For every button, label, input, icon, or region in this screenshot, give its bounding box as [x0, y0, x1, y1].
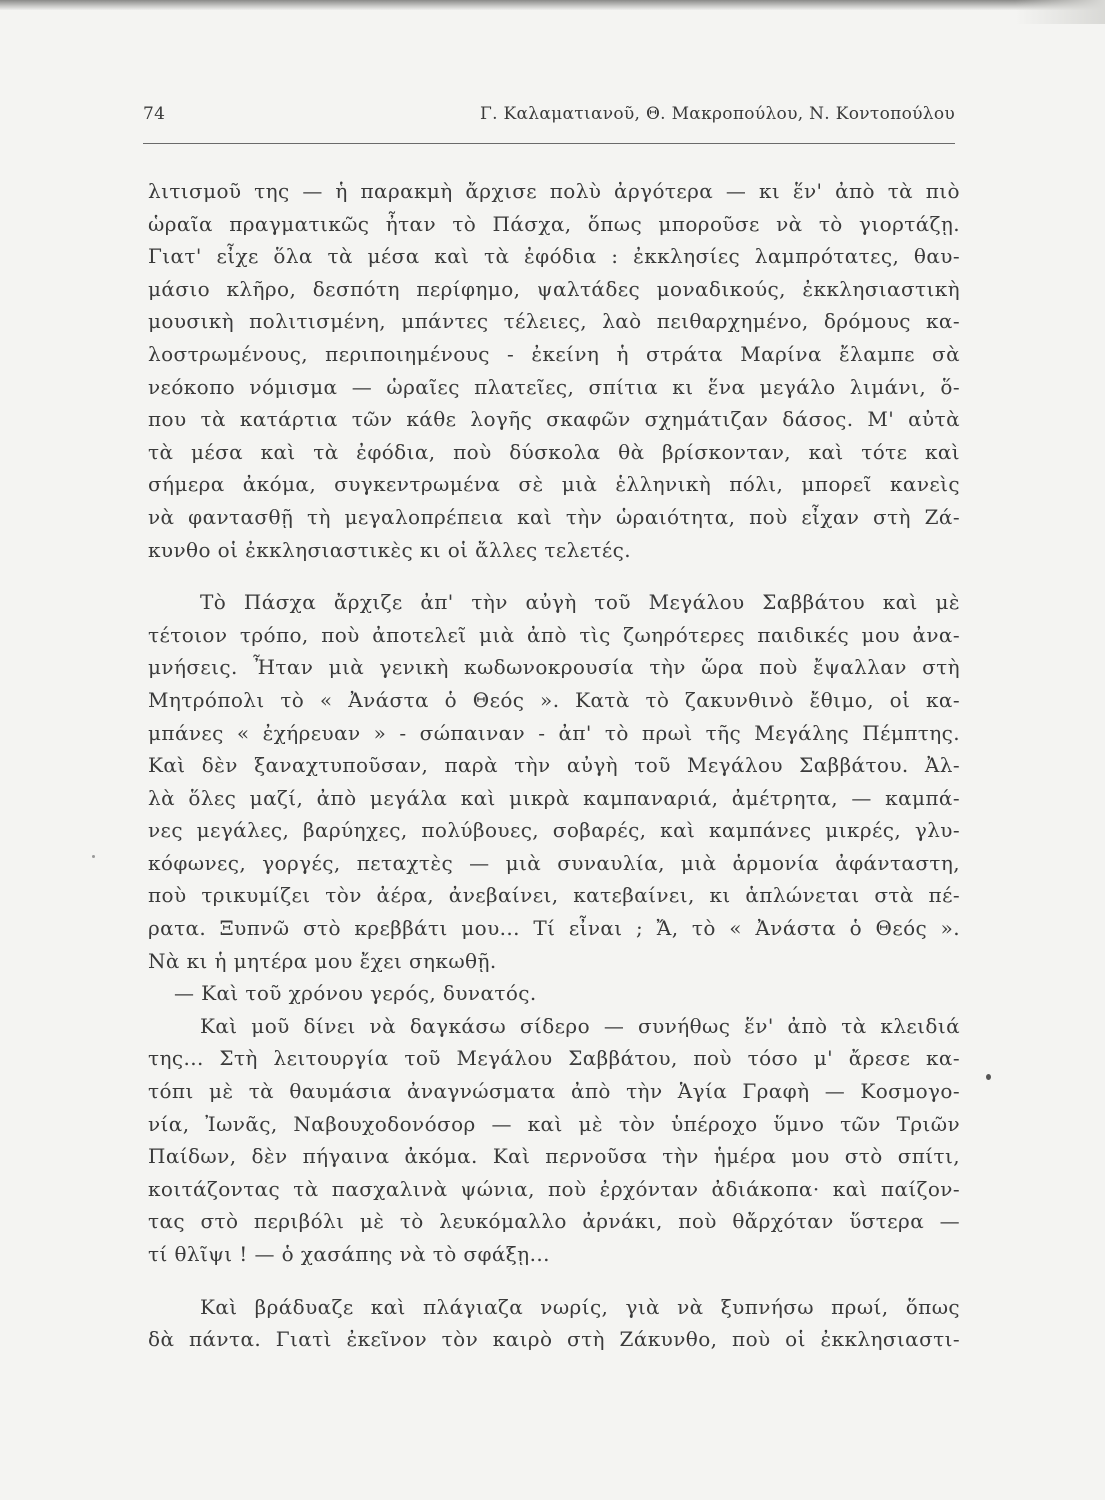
paragraph-gap: [148, 566, 960, 586]
scan-corner-shadow: [1015, 0, 1105, 24]
dialogue-line: — Καὶ τοῦ χρόνου γερός, δυνατός.: [174, 981, 537, 1006]
text-line: κυνθο οἱ ἐκκλησιαστικὲς κι οἱ ἄλλες τελετές.: [148, 537, 632, 562]
text-line: ποὺ τρικυμίζει τὸν ἀέρα, ἀνεβαίνει, κατεβαίνει, κι ἁπλώνεται στὰ πέ-: [148, 883, 960, 908]
text-line: που τὰ κατάρτια τῶν κάθε λογῆς σκαφῶν σχημάτιζαν δάσος. Μ' αὐτὰ: [148, 407, 960, 432]
text-line: κοιτάζοντας τὰ πασχαλινὰ ψώνια, ποὺ ἐρχόνταν ἀδιάκοπα· καὶ παίζον-: [148, 1176, 960, 1201]
paragraph-2: [148, 586, 960, 977]
header-rule: [143, 143, 955, 144]
scan-speck: [986, 1074, 991, 1080]
text-line: μάσιο κλῆρο, δεσπότη περίφημο, ψαλτάδες μοναδικούς, ἐκκλησιαστικὴ: [148, 276, 960, 301]
page-number: 74: [143, 104, 166, 124]
text-line: δὰ πάντα. Γιατὶ ἐκεῖνον τὸν καιρὸ στὴ Ζάκυνθο, ποὺ οἱ ἐκκλησιαστι-: [148, 1327, 960, 1352]
paragraph-gap: [148, 1271, 960, 1291]
page-header: [143, 104, 955, 134]
text-line: της... Στὴ λειτουργία τοῦ Μεγάλου Σαββάτου, ποὺ τόσο μ' ἄρεσε κα-: [148, 1046, 960, 1071]
text-line: Καὶ μοῦ δίνει νὰ δαγκάσω σίδερο — συνήθως ἕν' ἀπὸ τὰ κλειδιά: [200, 1013, 960, 1038]
text-line: Μητρόπολι τὸ « Ἀνάστα ὁ Θεός ». Κατὰ τὸ ζακυνθινὸ ἔθιμο, οἱ κα-: [148, 687, 960, 712]
text-line: λὰ ὅλες μαζί, ἀπὸ μεγάλα καὶ μικρὰ καμπαναριά, ἀμέτρητα, — καμπά-: [148, 785, 960, 810]
text-line: Καὶ δὲν ξαναχτυποῦσαν, παρὰ τὴν αὐγὴ τοῦ Μεγάλου Σαββάτου. Ἀλ-: [148, 753, 960, 778]
text-line: Τὸ Πάσχα ἄρχιζε ἀπ' τὴν αὐγὴ τοῦ Μεγάλου Σαββάτου καὶ μὲ: [200, 590, 960, 615]
scan-edge-shadow: [0, 0, 1105, 10]
text-line: τὰ μέσα καὶ τὰ ἐφόδια, ποὺ δύσκολα θὰ βρίσκονταν, καὶ τότε καὶ: [148, 439, 960, 464]
scan-speck: [92, 855, 95, 858]
text-line: σήμερα ἀκόμα, συγκεντρωμένα σὲ μιὰ ἑλληνικὴ πόλι, μπορεῖ κανεὶς: [148, 472, 960, 497]
text-line: μπάνες « ἐχήρευαν » - σώπαιναν - ἀπ' τὸ πρωὶ τῆς Μεγάλης Πέμπτης.: [148, 720, 960, 745]
text-line: Νὰ κι ἡ μητέρα μου ἔχει σηκωθῇ.: [148, 948, 497, 973]
text-line: τί θλῖψι ! — ὁ χασάπης νὰ τὸ σφάξῃ...: [148, 1242, 550, 1266]
text-line: Καὶ βράδυαζε καὶ πλάγιαζα νωρίς, γιὰ νὰ ξυπνήσω πρωί, ὅπως: [200, 1294, 960, 1319]
text-line: λιτισμοῦ της — ἡ παρακμὴ ἄρχισε πολὺ ἀργότερα — κι ἕν' ἀπὸ τὰ πιὸ: [148, 179, 960, 203]
running-head: Γ. Καλαματιανοῦ, Θ. Μακροπούλου, Ν. Κοντοπούλου: [480, 104, 955, 124]
text-line: Παίδων, δὲν πήγαινα ἀκόμα. Καὶ περνοῦσα τὴν ἡμέρα μου στὸ σπίτι,: [148, 1144, 960, 1169]
text-line: τέτοιον τρόπο, ποὺ ἀποτελεῖ μιὰ ἀπὸ τὶς ζωηρότερες παιδικές μου ἀνα-: [148, 622, 960, 647]
paragraph-3: [148, 1010, 960, 1271]
text-line: μουσικὴ πολιτισμένη, μπάντες τέλειες, λαὸ πειθαρχημένο, δρόμους κα-: [148, 309, 960, 334]
text-line: κόφωνες, γοργές, πεταχτὲς — μιὰ συναυλία, μιὰ ἁρμονία ἀφάνταστη,: [148, 850, 960, 875]
text-line: Γιατ' εἶχε ὅλα τὰ μέσα καὶ τὰ ἐφόδια : ἐκκλησίες λαμπρότατες, θαυ-: [148, 244, 960, 269]
text-line: νες μεγάλες, βαρύηχες, πολύβουες, σοβαρές, καὶ καμπάνες μικρές, γλυ-: [148, 818, 960, 843]
text-line: ὡραῖα πραγματικῶς ἦταν τὸ Πάσχα, ὅπως μποροῦσε νὰ τὸ γιορτάζῃ.: [148, 211, 960, 236]
text-line: λοστρωμένους, περιποιημένους - ἐκείνη ἡ στράτα Μαρίνα ἔλαμπε σὰ: [148, 341, 960, 366]
text-line: ρατα. Ξυπνῶ στὸ κρεββάτι μου... Τί εἶναι ; Ἄ, τὸ « Ἀνάστα ὁ Θεός ».: [148, 916, 960, 941]
text-line: νία, Ἰωνᾶς, Ναβουχοδονόσορ — καὶ μὲ τὸν ὑπέροχο ὕμνο τῶν Τριῶν: [148, 1111, 960, 1136]
text-line: τας στὸ περιβόλι μὲ τὸ λευκόμαλλο ἀρνάκι, ποὺ θἄρχόταν ὕστερα —: [148, 1209, 960, 1234]
paragraph-1: [148, 175, 960, 566]
paragraph-4: [148, 1291, 960, 1356]
text-line: μνήσεις. Ἦταν μιὰ γενικὴ κωδωνοκρουσία τὴν ὥρα ποὺ ἔψαλλαν στὴ: [148, 655, 960, 680]
text-line: τόπι μὲ τὰ θαυμάσια ἀναγνώσματα ἀπὸ τὴν Ἁγία Γραφὴ — Κοσμογο-: [148, 1079, 960, 1104]
text-line: νεόκοπο νόμισμα — ὡραῖες πλατεῖες, σπίτια κι ἕνα μεγάλο λιμάνι, ὅ-: [148, 374, 960, 399]
body-text: [148, 175, 960, 1356]
text-line: νὰ φαντασθῇ τὴ μεγαλοπρέπεια καὶ τὴν ὡραιότητα, ποὺ εἶχαν στὴ Ζά-: [148, 504, 960, 529]
